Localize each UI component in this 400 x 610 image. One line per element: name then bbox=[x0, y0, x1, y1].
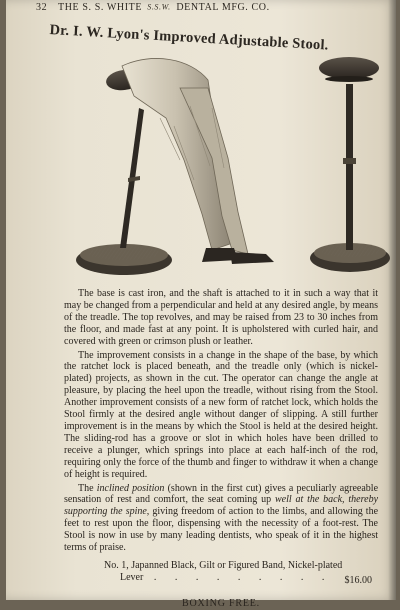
publisher-name-right: DENTAL MFG. CO. bbox=[176, 2, 270, 13]
publisher-name-left: THE S. S. WHITE bbox=[58, 2, 143, 13]
boxing-note: BOXING FREE. bbox=[182, 597, 260, 609]
right-stool-seat bbox=[319, 57, 379, 79]
paragraph-comfort: The inclined position (shown in the first cut) gives a peculiarly agreeable sensation of rest and comfort, the seat coming up well at the back, thereby supporting the spine, giving freedom of action to the limbs, and allowing the feet to rest upon the floor, dispensing with the necessity of a foot-rest. The Stool is now in use by many leading dentists, who speak of it in the highest terms of praise. bbox=[64, 482, 379, 554]
page-title: Dr. I. W. Lyon's Improved Adjustable Stool. bbox=[49, 22, 329, 54]
publisher-line bbox=[58, 2, 270, 13]
right-stool-shaft bbox=[346, 84, 353, 250]
italic-back-support: well at the back, thereby supporting the spine, bbox=[64, 494, 379, 518]
italic-inclined-position: inclined position bbox=[96, 482, 165, 494]
page-number: 32 bbox=[36, 2, 48, 13]
paragraph-construction: The base is cast iron, and the shaft is attached to it in such a way that it may be changed from a perpendicular and held at any desired angle, by means of the treadle. The top revolves, and may be raised from 23 to 30 inches from the floor, and made fast at any point. It is upholstered with curled hair, and covered with green or crimson plush or leather. bbox=[64, 288, 378, 347]
price-leader-line: Lever . . . . . . . . . bbox=[120, 571, 333, 583]
upright-stool bbox=[310, 57, 390, 272]
seated-figure-legs bbox=[122, 58, 274, 264]
right-shoe bbox=[230, 252, 274, 264]
monogram-logo bbox=[149, 2, 169, 11]
catalog-page bbox=[6, 0, 396, 609]
svg-text:S.S.W.: S.S.W. bbox=[147, 2, 171, 12]
stool-illustration bbox=[62, 48, 392, 280]
price-listing bbox=[64, 560, 378, 584]
price-amount: $16.00 bbox=[344, 574, 372, 586]
right-stool-collar bbox=[343, 158, 356, 164]
paragraph-improvement: The improvement consists in a change in the shape of the base, by which the ratchet lock is placed beneath, and the treadle only (which is nickel-plated) projects, as shown in the cut. The operator can change the angle at pleasure, by placing the heel upon the treadle, without rising from the Stool. Another improvement consists of a new form of ratchet lock, which holds the Stool firmly at the desired angle without danger of slipping. A still further improvement is in the means by which the Stool is held at the desired height. The sliding-rod has a groove or slot in which holes have been drilled to receive a plunger, which springs into place at each half-inch of the rod, requiring only the force of the thumb and finger to withdraw it when a change of height is required. bbox=[64, 349, 378, 480]
description-body bbox=[64, 288, 378, 610]
page-header bbox=[36, 2, 378, 18]
price-description: No. 1, Japanned Black, Gilt or Figured Band, Nickel-plated bbox=[104, 559, 343, 571]
